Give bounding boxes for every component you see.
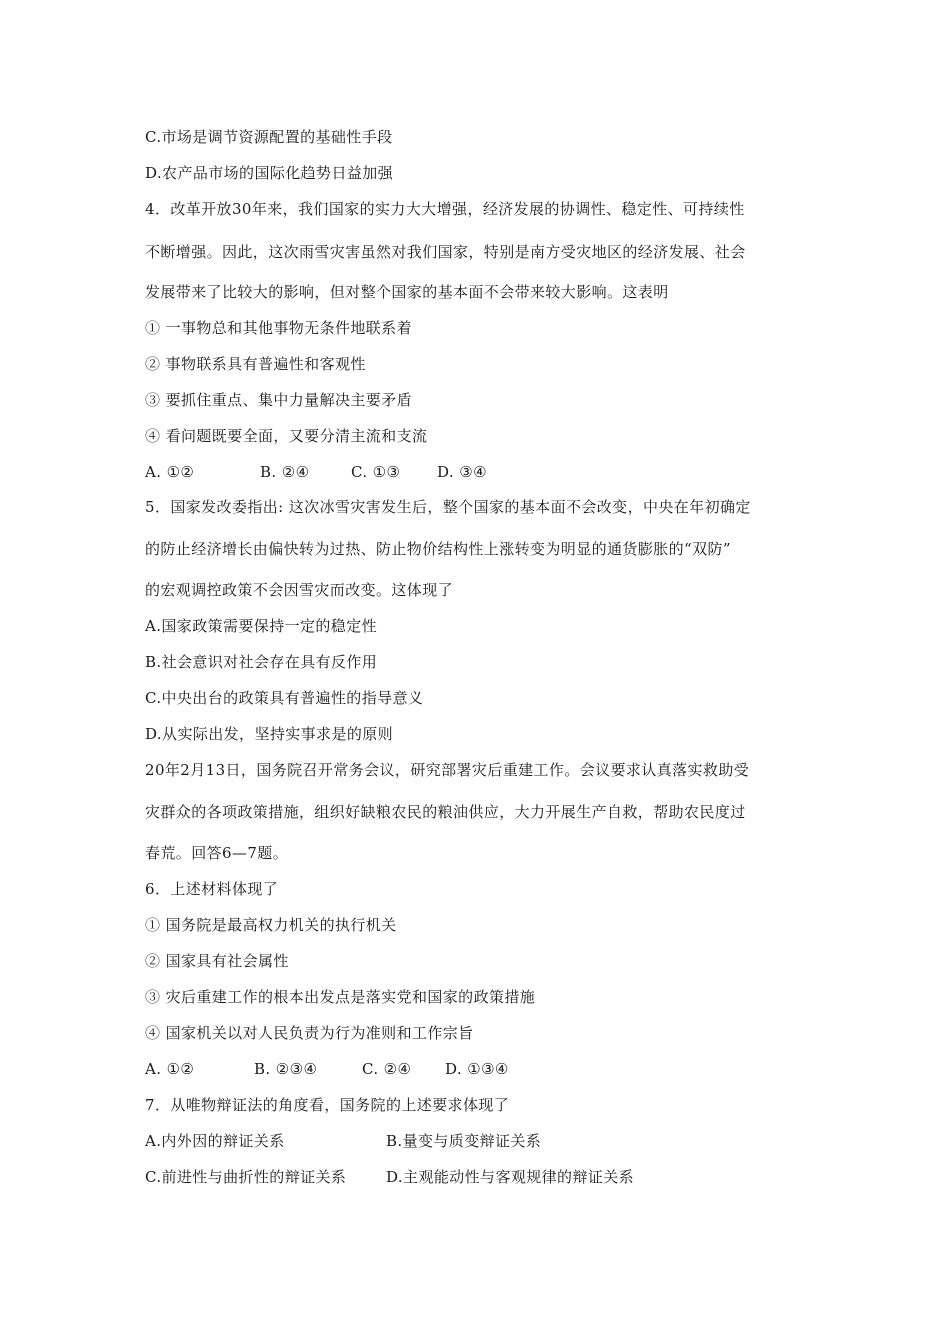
q6-option-d: D. ①③④ — [445, 1060, 509, 1078]
q6-item-3: ③ 灾后重建工作的根本出发点是落实党和国家的政策措施 — [145, 988, 536, 1006]
q6-option-b: B. ②③④ — [254, 1060, 318, 1078]
q3-option-c: C.市场是调节资源配置的基础性手段 — [145, 128, 393, 146]
q5-stem-line-1: 5．国家发改委指出: 这次冰雪灾害发生后，整个国家的基本面不会改变，中央在年初确定 — [145, 498, 751, 516]
q7-option-b: B.量变与质变辩证关系 — [386, 1132, 542, 1150]
q6-stem: 6．上述材料体现了 — [145, 880, 279, 898]
q6-item-1: ① 国务院是最高权力机关的执行机关 — [145, 916, 397, 934]
q6-option-c: C. ②④ — [362, 1060, 412, 1078]
q7-stem: 7．从唯物辩证法的角度看，国务院的上述要求体现了 — [145, 1096, 510, 1114]
q6-item-4: ④ 国家机关以对人民负责为行为准则和工作宗旨 — [145, 1024, 474, 1042]
q6-item-2: ② 国家具有社会属性 — [145, 952, 289, 970]
q7-option-a: A.内外因的辩证关系 — [145, 1132, 285, 1150]
q4-item-2: ② 事物联系具有普遍性和客观性 — [145, 355, 366, 373]
q5-stem-line-2: 的防止经济增长由偏快转为过热、防止物价结构性上涨转变为明显的通货膨胀的“双防” — [145, 540, 731, 558]
q4-option-c: C. ①③ — [351, 463, 401, 481]
q5-option-a: A.国家政策需要保持一定的稳定性 — [145, 617, 378, 635]
q4-item-3: ③ 要抓住重点、集中力量解决主要矛盾 — [145, 391, 412, 409]
q5-stem-line-3: 的宏观调控政策不会因雪灾而改变。这体现了 — [145, 581, 454, 599]
q6-option-a: A. ①② — [145, 1060, 195, 1078]
q7-option-c: C.前进性与曲折性的辩证关系 — [145, 1168, 347, 1186]
material-line-1: 20年2月13日，国务院召开常务会议，研究部署灾后重建工作。会议要求认真落实救助受 — [145, 761, 750, 779]
q5-option-d: D.从实际出发，坚持实事求是的原则 — [145, 725, 394, 743]
material-line-2: 灾群众的各项政策措施，组织好缺粮农民的粮油供应，大力开展生产自救，帮助农民度过 — [145, 803, 746, 821]
material-line-3: 春荒。回答6—7题。 — [145, 844, 289, 862]
q4-option-b: B. ②④ — [260, 463, 310, 481]
q7-option-d: D.主观能动性与客观规律的辩证关系 — [386, 1168, 635, 1186]
q4-stem-line-3: 发展带来了比较大的影响，但对整个国家的基本面不会带来较大影响。这表明 — [145, 283, 669, 301]
q4-item-4: ④ 看问题既要全面，又要分清主流和支流 — [145, 427, 428, 445]
q4-option-a: A. ①② — [145, 463, 195, 481]
q4-option-d: D. ③④ — [437, 463, 487, 481]
q3-option-d: D.农产品市场的国际化趋势日益加强 — [145, 164, 394, 182]
q5-option-c: C.中央出台的政策具有普遍性的指导意义 — [145, 689, 424, 707]
q4-item-1: ① 一事物总和其他事物无条件地联系着 — [145, 319, 412, 337]
q5-option-b: B.社会意识对社会存在具有反作用 — [145, 653, 378, 671]
q4-stem-line-2: 不断增强。因此，这次雨雪灾害虽然对我们国家，特别是南方受灾地区的经济发展、社会 — [145, 243, 746, 261]
q4-stem-line-1: 4．改革开放30年来，我们国家的实力大大增强，经济发展的协调性、稳定性、可持续性 — [145, 200, 745, 218]
